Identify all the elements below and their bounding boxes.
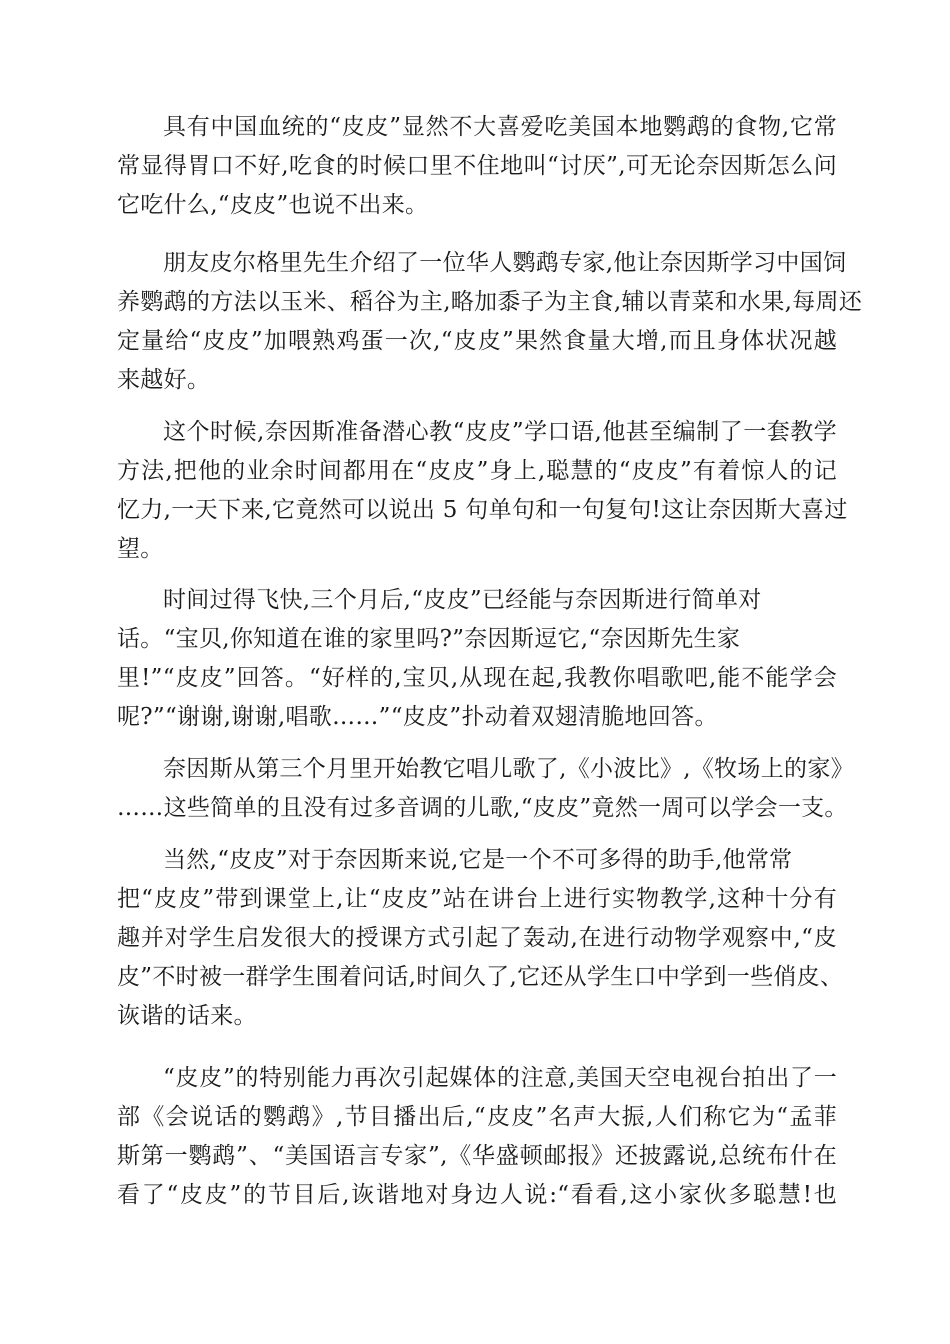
paragraph-line: ……这些简单的且没有过多音调的儿歌,“皮皮”竟然一周可以学会一支。 [117,795,848,821]
paragraph-5 [117,750,854,828]
paragraph-line: 奈因斯从第三个月里开始教它唱儿歌了,《小波比》,《牧场上的家》 [163,756,854,782]
paragraph-line: 这个时候,奈因斯准备潜心教“皮皮”学口语,他甚至编制了一套教学 [163,419,837,445]
paragraph-line: 定量给“皮皮”加喂熟鸡蛋一次,“皮皮”果然食量大增,而且身体状况越 [117,328,837,354]
paragraph-line: 皮”不时被一群学生围着问话,时间久了,它还从学生口中学到一些俏皮、 [117,964,844,990]
paragraph-line: 时间过得飞快,三个月后,“皮皮”已经能与奈因斯进行简单对 [163,587,762,613]
paragraph-line: 斯第一鹦鹉”、“美国语言专家”,《华盛顿邮报》还披露说,总统布什在 [117,1143,837,1169]
paragraph-7 [117,1059,837,1215]
paragraph-2 [117,244,863,400]
paragraph-line: 来越好。 [117,367,211,393]
paragraph-line: 诙谐的话来。 [117,1003,257,1029]
paragraph-line: 忆力,一天下来,它竟然可以说出 5 句单句和一句复句!这让奈因斯大喜过 [117,497,848,523]
paragraph-line: 看了“皮皮”的节目后,诙谐地对身边人说:“看看,这小家伙多聪慧!也 [117,1182,837,1208]
paragraph-line: 当然,“皮皮”对于奈因斯来说,它是一个不可多得的助手,他常常 [163,847,793,873]
paragraph-line: 趣并对学生启发很大的授课方式引起了轰动,在进行动物学观察中,“皮 [117,925,837,951]
paragraph-line: 里!”“皮皮”回答。“好样的,宝贝,从现在起,我教你唱歌吧,能不能学会 [117,665,837,691]
paragraph-1 [117,108,837,225]
paragraph-line: 呢?”“谢谢,谢谢,唱歌……”“皮皮”扑动着双翅清脆地回答。 [117,704,718,730]
paragraph-3 [117,413,848,569]
paragraph-line: 朋友皮尔格里先生介绍了一位华人鹦鹉专家,他让奈因斯学习中国饲 [163,250,847,276]
paragraph-4 [117,581,837,737]
paragraph-line: 具有中国血统的“皮皮”显然不大喜爱吃美国本地鹦鹉的食物,它常 [163,114,837,140]
paragraph-line: 部《会说话的鹦鹉》,节目播出后,“皮皮”名声大振,人们称它为“孟菲 [117,1104,837,1130]
paragraph-line: 养鹦鹉的方法以玉米、稻谷为主,略加黍子为主食,辅以青菜和水果,每周还 [117,289,863,315]
paragraph-line: 常显得胃口不好,吃食的时候口里不住地叫“讨厌”,可无论奈因斯怎么问 [117,153,837,179]
paragraph-line: 它吃什么,“皮皮”也说不出来。 [117,192,429,218]
paragraph-line: 把“皮皮”带到课堂上,让“皮皮”站在讲台上进行实物教学,这种十分有 [117,886,837,912]
paragraph-line: 话。“宝贝,你知道在谁的家里吗?”奈因斯逗它,“奈因斯先生家 [117,626,741,652]
paragraph-line: 方法,把他的业余时间都用在“皮皮”身上,聪慧的“皮皮”有着惊人的记 [117,458,837,484]
paragraph-line: 望。 [117,536,164,562]
paragraph-6 [117,841,844,1036]
paragraph-line: “皮皮”的特别能力再次引起媒体的注意,美国天空电视台拍出了一 [163,1065,837,1091]
